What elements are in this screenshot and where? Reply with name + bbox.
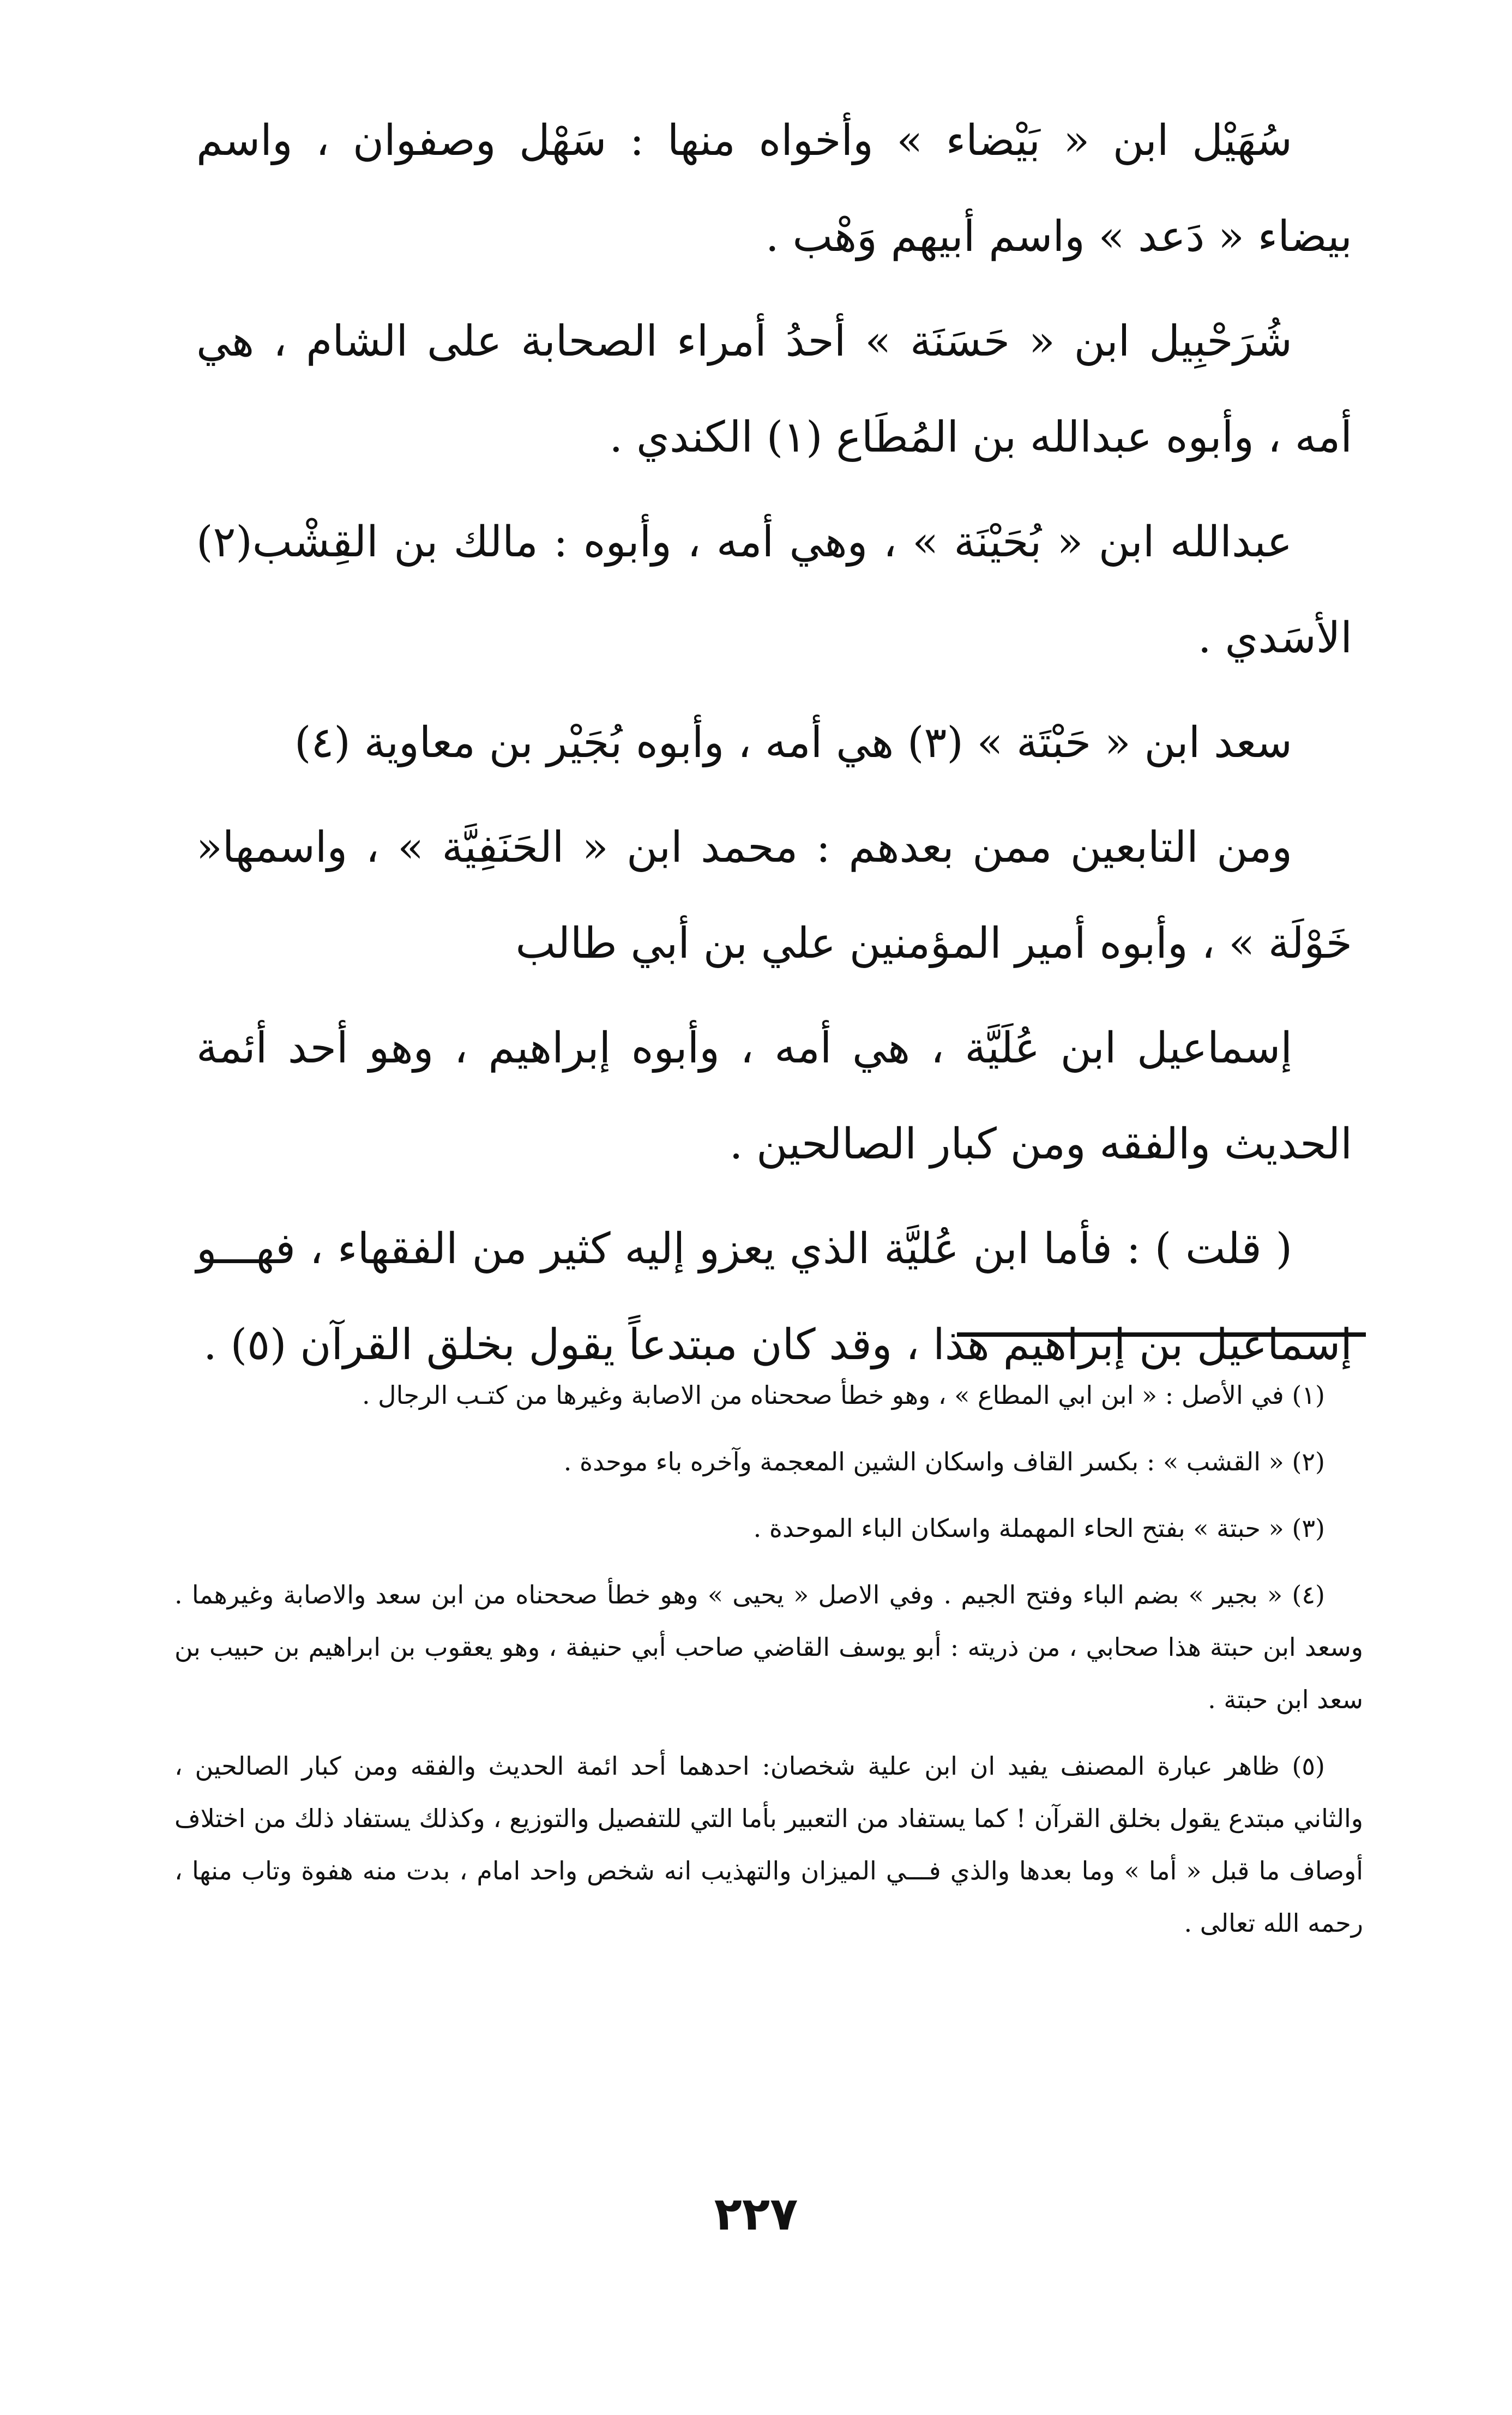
page-number: ٢٢٧: [714, 2187, 798, 2240]
paragraph-muhammad-hanafiyya: ومن التابعين ممن بعدهم : محمد ابن « الحَنَفِيَّة » ، واسمها« خَوْلَة » ، وأبوه أمير المؤمنين علي بن أبي طالب: [196, 823, 1352, 968]
footnote-4: (٤) « بجير » بضم الباء وفتح الجيم . وفي الاصل « يحيى » وهو خطأ صححناه من ابن سعد والاصابة وغيرهما . وسعد ابن حبتة هذا صحابي ، من ذريته : أبو يوسف القاضي صاحب أبي حنيفة ، وهو يعقوب بن ابراهيم بن حبيب بن سعد ابن حبتة .: [174, 1580, 1363, 1714]
footnote-5: (٥) ظاهر عبارة المصنف يفيد ان ابن علية شخصان: احدهما أحد ائمة الحديث والفقه ومن كبار الصالحين ، والثاني مبتدع يقول بخلق القرآن ! كما يستفاد من التعبير بأما التي للتفصيل والتوزيع ، وكذلك يستفاد ذلك من اختلاف أوصاف ما قبل « أما » وما بعدها والذي فـــي الميزان والتهذيب انه شخص واحد امام ، بدت منه هفوة وتاب منها ، رحمه الله تعالى .: [174, 1751, 1363, 1938]
paragraph-saad-habta: سعد ابن « حَبْتَة » (٣) هي أمه ، وأبوه بُجَيْر بن معاوية (٤): [294, 718, 1292, 767]
footnote-1: (١) في الأصل : « ابن ابي المطاع » ، وهو خطأ صححناه من الاصابة وغيرها من كتـب الرجال .: [362, 1380, 1325, 1410]
main-text: [196, 93, 1352, 1402]
paragraph-abdullah-buhayna: عبدالله ابن « بُحَيْنَة » ، وهي أمه ، وأبوه : مالك بن القِشْب(٢) الأسَدي .: [196, 518, 1352, 663]
paragraph-suhayl: سُهَيْل ابن « بَيْضاء » وأخواه منها : سَهْل وصفوان ، واسم بيضاء « دَعد » واسم أبيهم وَهْب .: [196, 116, 1352, 261]
paragraph-shurahbil: شُرَحْبِيل ابن « حَسَنَة » أحدُ أمراء الصحابة على الشام ، هي أمه ، وأبوه عبدالله بن المُطَاع (١) الكندي .: [196, 317, 1352, 462]
footnotes: [174, 1369, 1363, 1963]
paragraph-ismail-ulayya: إسماعيل ابن عُلَيَّة ، هي أمه ، وأبوه إبراهيم ، وهو أحد أئمة الحديث والفقه ومن كبار الصالحين .: [196, 1024, 1352, 1169]
footnote-2: (٢) « القشب » : بكسر القاف واسكان الشين المعجمة وآخره باء موحدة .: [563, 1447, 1325, 1476]
paragraph-qultu: ( قلت ) : فأما ابن عُليَّة الذي يعزو إليه كثير من الفقهاء ، فهـــو إسماعيل بن إبراهيم هذا ، وقد كان مبتدعاً يقول بخلق القرآن (٥) .: [196, 1224, 1352, 1369]
footnote-divider: [957, 1332, 1366, 1337]
footnote-3: (٣) « حبتة » بفتح الحاء المهملة واسكان الباء الموحدة .: [753, 1513, 1325, 1543]
